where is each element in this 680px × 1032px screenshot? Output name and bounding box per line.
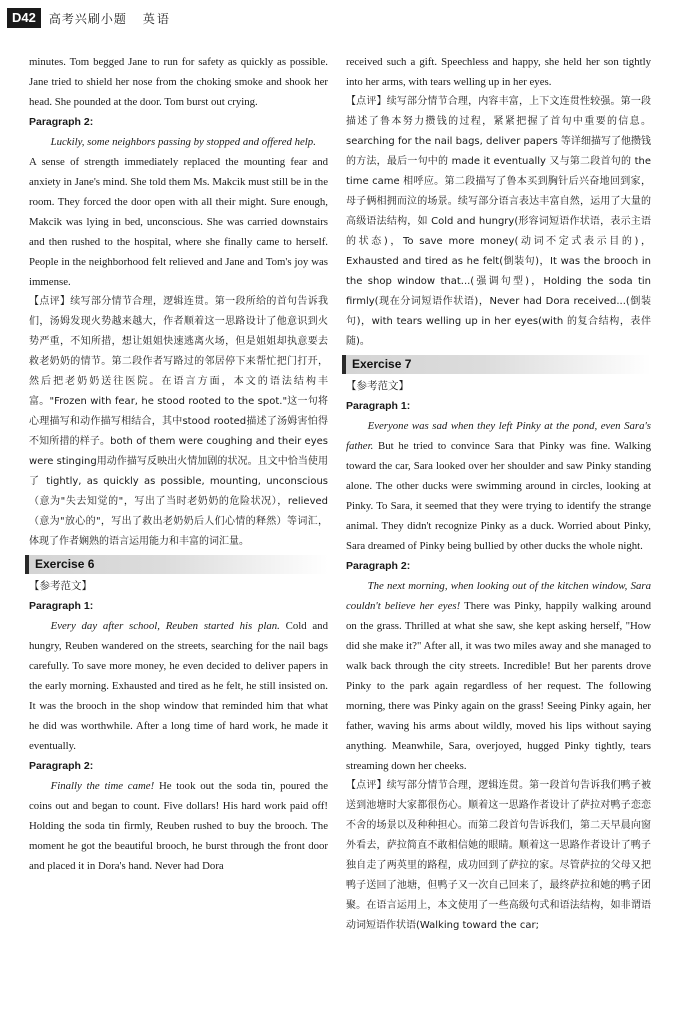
comment-text: 续写部分情节合理，逻辑连贯。第一段所给的首句告诉我们，汤姆发现火势越来越大，作者顺着这一思路设计了他意识到火势严重，不知所措，想让姐姐快速逃离火场，但是姐姐却执意要去救老奶奶的情节。第二段作者写路过的邻居停下来帮忙把门打开，然后把老奶奶送往医院。在语言方面，本文的语法结构丰富。"Frozen with fear, he stood rooted to the spot."这一句将心理描写和动作描写相结合，其中stood rooted描述了汤姆害怕得不知所措的样子。both of them were coughing and their eyes were stinging用动作描写反映出火情加剧的状况。且文中恰当使用了 tightly, as quickly as possible, mounting, unconscious（意为"失去知觉的"，写出了当时老奶奶的危险状况），relieved（意为"放心的"，写出了救出老奶奶后人们心情的释然）等词汇，体现了作者娴熟的语言运用能力和丰富的词汇量。	[29, 296, 329, 547]
right-column	[346, 52, 651, 936]
ex5-paragraph1-end: minutes. Tom begged Jane to run for safety as quickly as possible. Jane tried to shield her nose from the choking smoke and shook her head. She pounded at the door. Tom burst out crying.	[29, 56, 328, 108]
ex7-paragraph1-body: But he tried to convince Sara that Pinky was fine. Walking toward the car, Sara looked over her shoulder and saw Pinky standing alone. The other ducks were swimming around in circles, looking at Pinky. To Sara, it seemed that they were trying to identify the strange animal. They didn't recognize Pinky as a duck. Worried about Pinky, Sara dreamed of Pinky being bullied by other ducks the whole night.	[346, 440, 652, 552]
ex6-paragraph2-end: received such a gift. Speechless and happy, she held her son tightly into her arms, with tears welling up in her eyes.	[346, 56, 651, 88]
ex7-paragraph2	[346, 576, 651, 776]
page-header	[7, 6, 171, 30]
ex6-paragraph2-label: Paragraph 2:	[29, 760, 94, 772]
ex6-paragraph1	[29, 616, 328, 756]
ex6-reference-label: 【参考范文】	[29, 580, 92, 592]
ex7-paragraph1	[346, 416, 651, 556]
ex6-paragraph2	[29, 776, 328, 876]
ex6-paragraph1-opening: Every day after school, Reuben started his plan.	[50, 620, 280, 632]
ex6-comment	[346, 92, 651, 352]
comment-label: 【点评】	[29, 296, 71, 307]
ex7-paragraph2-body: There was Pinky, happily walking around on the grass. Thrilled at what she saw, she kept asking herself, "How did she make it?" After all, it was two miles away and she managed to walk back through the city streets. Incredible! But her parents drove Pinky to the park again regardless of her request. The following morning, there was Pinky again on the grass! Seeing Pinky again, her father, waving his arms about wildly, moved his lips without saying anything. Meanwhile, Sara, overjoyed, hugged Pinky tightly, tears streaming down her cheeks.	[346, 600, 651, 772]
ex5-comment	[29, 292, 328, 552]
ex5-paragraph2-opening: Luckily, some neighbors passing by stopped and offered help.	[50, 136, 316, 148]
ex6-paragraph2-body: He took out the soda tin, poured the coins out and began to count. Five dollars! His hard work paid off! Holding the soda tin firmly, Reuben rushed to buy the brooch. The moment he got the beautiful brooch, he burst through the front door and placed it in Dora's hand. Never had Dora	[29, 780, 329, 872]
exercise-7-title: Exercise 7	[352, 357, 412, 371]
ex6-paragraph1-label: Paragraph 1:	[29, 600, 94, 612]
ex5-paragraph2-label: Paragraph 2:	[29, 116, 94, 128]
ex6-paragraph2-opening: Finally the time came!	[50, 780, 155, 792]
ex7-paragraph1-label: Paragraph 1:	[346, 400, 411, 412]
ex5-paragraph2-body: A sense of strength immediately replaced the mounting fear and anxiety in Jane's mind. She told them Ms. Makcik must still be in the room. They forced the door open with all their might. Sure enough, Makcik was lying in bed, unconscious. She was carried downstairs and then rushed to the hospital, where she finally came to herself. People in the neighborhood felt relieved and Jane and Tom's joy was immense.	[29, 156, 328, 288]
ex7-reference-label: 【参考范文】	[346, 380, 409, 392]
ex7-paragraph2-opening: The next morning, when looking out of the kitchen window, Sara couldn't believe her eyes!	[346, 580, 651, 612]
exercise-7-heading	[342, 355, 651, 374]
ex7-paragraph2-label: Paragraph 2:	[346, 560, 411, 572]
ex6-paragraph1-body: Cold and hungry, Reuben wandered on the streets, searching for the nail bags carefully. To save more money, he even decided to deliver papers in the early morning. Exhausted and tired as he felt, he still insisted on. It was the brooch in the shop window that reminded him that what he did was worthwhile. After a long time of hard work, he made it eventually.	[29, 620, 328, 752]
exercise-6-title: Exercise 6	[35, 557, 95, 571]
comment-text: 续写部分情节合理，内容丰富，上下文连贯性较强。第一段描述了鲁本努力攒钱的过程，紧紧把握了首句中重要的信息。searching for the nail bags, deliver papers 等详细描写了他攒钱的方法，最后一句中的 made it eventually 又与第二段首句的 the time came 相呼应。第二段描写了鲁本买到胸针后兴奋地回到家，母子俩相拥而泣的场景。续写部分语言表达丰富自然，运用了大量的高级语法结构，如 Cold and hungry(形容词短语作状语，表示主语的状态)，To save more money(动词不定式表示目的)，Exhausted and tired as he felt(倒装句)，It was the brooch in the shop window that...(强调句型)，Holding the soda tin firmly(现在分词短语作状语)，Never had Dora received...(倒装句)，with tears welling up in her eyes(with 的复合结构，表伴随)。	[346, 96, 652, 347]
page-number: D42	[7, 8, 41, 28]
book-title: 高考兴刷小题	[48, 11, 127, 26]
comment-label: 【点评】	[346, 96, 387, 107]
ex7-paragraph1-opening: Everyone was sad when they left Pinky at the pond, even Sara's father.	[346, 420, 651, 452]
ex7-comment	[346, 776, 651, 936]
subject-label: 英语	[142, 11, 171, 26]
comment-text: 续写部分情节合理，逻辑连贯。第一段首句告诉我们鸭子被送到池塘时大家都很伤心。顺着这一思路作者设计了萨拉对鸭子恋恋不舍的场景以及种种担心。而第二段首句告诉我们，第二天早晨向窗外看去，萨拉简直不敢相信她的眼睛。顺着这一思路作者设计了鸭子独自走了两英里的路程，成功回到了萨拉的家。尽管萨拉的父母又把鸭子送回了池塘，但鸭子又一次自己回来了，最终萨拉和她的鸭子团聚。在语言运用上，本文使用了一些高级句式和语法结构，如非谓语动词短语作状语(Walking toward the car;	[346, 780, 652, 931]
exercise-6-heading	[25, 555, 328, 574]
left-column	[29, 52, 328, 876]
comment-label: 【点评】	[346, 780, 387, 791]
